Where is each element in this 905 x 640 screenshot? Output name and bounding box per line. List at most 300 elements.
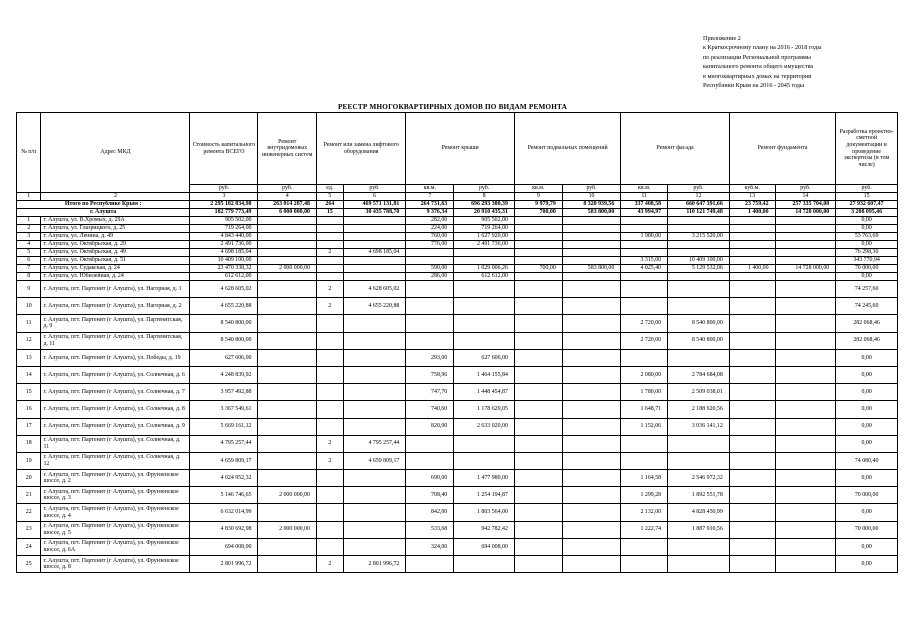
value-cell <box>454 556 515 573</box>
value-cell <box>668 349 730 366</box>
value-cell <box>514 435 562 452</box>
table-row <box>17 257 898 265</box>
value-cell <box>621 273 668 281</box>
header-facade: Ремонт фасада <box>621 113 730 185</box>
value-cell <box>514 315 562 332</box>
value-cell: 2 633 020,00 <box>454 418 515 435</box>
row-number: 2 <box>17 225 41 233</box>
value-cell <box>621 452 668 469</box>
value-cell <box>317 418 344 435</box>
value-cell <box>317 349 344 366</box>
city-row <box>17 209 898 217</box>
value-cell <box>258 504 317 521</box>
value-cell <box>406 452 454 469</box>
value-cell: 3 367 549,61 <box>190 401 258 418</box>
value-cell: 0,00 <box>836 273 898 281</box>
value-cell <box>775 366 836 383</box>
value-cell <box>514 504 562 521</box>
value-cell <box>454 249 515 257</box>
value-cell <box>406 257 454 265</box>
value-cell <box>258 384 317 401</box>
value-cell: 2 080,00 <box>621 366 668 383</box>
value-cell <box>514 487 562 504</box>
row-number: 9 <box>17 281 41 298</box>
value-cell <box>729 366 775 383</box>
value-cell: 1 164,58 <box>621 470 668 487</box>
value-cell <box>562 504 621 521</box>
value-cell <box>343 233 406 241</box>
summary-value: 43 994,97 <box>621 209 668 217</box>
value-cell <box>775 217 836 225</box>
value-cell <box>775 257 836 265</box>
value-cell: 1 400,00 <box>729 265 775 273</box>
value-cell <box>562 273 621 281</box>
value-cell: 1 152,06 <box>621 418 668 435</box>
value-cell <box>258 418 317 435</box>
table-row <box>17 298 898 315</box>
column-number: 10 <box>562 193 621 201</box>
value-cell <box>775 504 836 521</box>
table-row <box>17 217 898 225</box>
row-number: 6 <box>17 257 41 265</box>
row-number: 10 <box>17 298 41 315</box>
value-cell: 700,00 <box>514 265 562 273</box>
summary-value: 264 <box>317 201 344 209</box>
value-cell: 2 000 000,00 <box>258 521 317 538</box>
column-number: 5 <box>317 193 344 201</box>
value-cell <box>729 538 775 555</box>
value-cell <box>514 538 562 555</box>
unit-cell: руб. <box>343 185 406 193</box>
table-row <box>17 366 898 383</box>
appendix-line: по реализации Региональной программы <box>703 53 811 61</box>
row-number: 19 <box>17 452 41 469</box>
value-cell <box>454 257 515 265</box>
value-cell <box>621 225 668 233</box>
value-cell <box>668 538 730 555</box>
value-cell <box>317 225 344 233</box>
value-cell <box>514 452 562 469</box>
summary-value: 469 571 131,81 <box>343 201 406 209</box>
value-cell: 2 <box>317 452 344 469</box>
value-cell: 776,00 <box>406 241 454 249</box>
value-cell <box>258 435 317 452</box>
value-cell: 820,00 <box>406 418 454 435</box>
value-cell <box>317 384 344 401</box>
address-cell: г. Алушта, пгт. Партенит (г Алушта), ул. Партенитская, д. 11 <box>41 332 190 349</box>
value-cell <box>668 225 730 233</box>
table-row <box>17 332 898 349</box>
value-cell: 0,00 <box>836 504 898 521</box>
value-cell <box>729 273 775 281</box>
row-number: 7 <box>17 265 41 273</box>
value-cell <box>406 556 454 573</box>
address-cell: г. Алушта, ул. Ленина, д. 49 <box>41 233 190 241</box>
value-cell: 590,00 <box>406 265 454 273</box>
value-cell <box>775 418 836 435</box>
value-cell <box>729 418 775 435</box>
summary-value: 14 728 000,00 <box>775 209 836 217</box>
value-cell <box>562 521 621 538</box>
value-cell: 1 448 454,87 <box>454 384 515 401</box>
address-cell: г. Алушта, пгт. Партенит (г Алушта), ул. Фрунзенское шоссе, д. 3 <box>41 487 190 504</box>
table-row <box>17 233 898 241</box>
row-number: 20 <box>17 470 41 487</box>
value-cell <box>317 538 344 555</box>
value-cell: 740,60 <box>406 401 454 418</box>
header-elevator: Ремонт или замена лифтового оборудования <box>317 113 406 185</box>
value-cell: 14 728 000,00 <box>775 265 836 273</box>
value-cell: 0,00 <box>836 384 898 401</box>
value-cell <box>562 315 621 332</box>
value-cell <box>621 217 668 225</box>
column-number: 12 <box>668 193 730 201</box>
value-cell <box>514 556 562 573</box>
value-cell <box>562 281 621 298</box>
value-cell: 0,00 <box>836 401 898 418</box>
value-cell <box>729 315 775 332</box>
summary-value: 337 408,58 <box>621 201 668 209</box>
total-row <box>17 201 898 209</box>
value-cell <box>343 332 406 349</box>
address-cell: г. Алушта, пгт. Партенит (г Алушта), ул. Нагорная, д. 1 <box>41 281 190 298</box>
value-cell: 533,68 <box>406 521 454 538</box>
value-cell: 694 008,00 <box>190 538 258 555</box>
value-cell <box>258 349 317 366</box>
address-cell: г. Алушта, пгт. Партенит (г Алушта), ул. Партенитская, д. 9 <box>41 315 190 332</box>
column-number: 2 <box>41 193 190 201</box>
value-cell <box>343 504 406 521</box>
value-cell <box>729 487 775 504</box>
value-cell: 4 659 809,17 <box>190 452 258 469</box>
value-cell <box>775 470 836 487</box>
value-cell: 8 540 800,00 <box>190 332 258 349</box>
row-number: 4 <box>17 241 41 249</box>
value-cell: 1 803 564,00 <box>454 504 515 521</box>
value-cell <box>621 249 668 257</box>
unit-cell: руб. <box>562 185 621 193</box>
value-cell <box>729 298 775 315</box>
value-cell <box>562 298 621 315</box>
row-number: 1 <box>17 217 41 225</box>
value-cell: 758,96 <box>406 366 454 383</box>
value-cell <box>258 538 317 555</box>
table-row <box>17 435 898 452</box>
column-number: 3 <box>190 193 258 201</box>
value-cell <box>343 521 406 538</box>
value-cell: 2 188 920,56 <box>668 401 730 418</box>
value-cell: 4 025,40 <box>621 265 668 273</box>
column-number: 11 <box>621 193 668 201</box>
value-cell <box>406 315 454 332</box>
value-cell <box>775 452 836 469</box>
value-cell <box>343 217 406 225</box>
value-cell <box>317 273 344 281</box>
value-cell <box>729 349 775 366</box>
address-cell: г. Алушта, ул. Глазрицкого, д. 25 <box>41 225 190 233</box>
value-cell: 612 612,00 <box>190 273 258 281</box>
value-cell: 8 540 800,00 <box>668 332 730 349</box>
value-cell <box>729 435 775 452</box>
summary-value: 20 910 435,31 <box>454 209 515 217</box>
value-cell <box>343 349 406 366</box>
value-cell <box>775 435 836 452</box>
value-cell <box>621 281 668 298</box>
value-cell <box>258 241 317 249</box>
column-number: 14 <box>775 193 836 201</box>
table-row <box>17 504 898 521</box>
summary-value: 110 121 749,48 <box>668 209 730 217</box>
value-cell <box>775 401 836 418</box>
value-cell: 2 491 736,00 <box>454 241 515 249</box>
summary-value: 6 000 000,00 <box>258 209 317 217</box>
row-number: 11 <box>17 315 41 332</box>
value-cell <box>775 273 836 281</box>
value-cell <box>514 217 562 225</box>
column-number: 6 <box>343 193 406 201</box>
value-cell <box>514 241 562 249</box>
value-cell <box>258 556 317 573</box>
value-cell: 4 698 185,04 <box>343 249 406 257</box>
appendix-line: Приложение 2 <box>703 35 741 42</box>
value-cell <box>775 281 836 298</box>
value-cell: 5 669 161,12 <box>190 418 258 435</box>
value-cell: 1 780,00 <box>621 384 668 401</box>
value-cell <box>343 225 406 233</box>
row-number: 24 <box>17 538 41 555</box>
value-cell <box>562 225 621 233</box>
table-row <box>17 225 898 233</box>
table-row <box>17 452 898 469</box>
value-cell <box>258 281 317 298</box>
value-cell <box>454 281 515 298</box>
value-cell: 2 <box>317 556 344 573</box>
total-row-label: Итого по Республике Крым : <box>17 201 190 209</box>
value-cell: 1 648,71 <box>621 401 668 418</box>
value-cell <box>258 332 317 349</box>
value-cell: 1 029 006,26 <box>454 265 515 273</box>
row-number: 13 <box>17 349 41 366</box>
unit-cell: руб. <box>190 185 258 193</box>
value-cell <box>562 249 621 257</box>
value-cell <box>258 401 317 418</box>
value-cell: 694 008,00 <box>454 538 515 555</box>
value-cell: 0,00 <box>836 241 898 249</box>
value-cell <box>621 241 668 249</box>
row-number: 17 <box>17 418 41 435</box>
value-cell <box>258 470 317 487</box>
value-cell: 583 800,00 <box>562 265 621 273</box>
column-number: 15 <box>836 193 898 201</box>
summary-value: 257 335 704,08 <box>775 201 836 209</box>
value-cell <box>514 249 562 257</box>
value-cell <box>317 332 344 349</box>
value-cell: 1 980,00 <box>621 233 668 241</box>
value-cell <box>775 521 836 538</box>
value-cell <box>729 452 775 469</box>
header-basement: Ремонт подвальных помещений <box>514 113 620 185</box>
value-cell <box>562 384 621 401</box>
value-cell <box>729 556 775 573</box>
value-cell: 708,40 <box>406 487 454 504</box>
table-row <box>17 384 898 401</box>
value-cell: 612 612,00 <box>454 273 515 281</box>
value-cell <box>343 384 406 401</box>
value-cell <box>317 233 344 241</box>
unit-cell: руб. <box>258 185 317 193</box>
table-row <box>17 249 898 257</box>
row-number: 15 <box>17 384 41 401</box>
address-cell: г. Алушта, пгт. Партенит (г Алушта), ул. Солнечная, д. 6 <box>41 366 190 383</box>
unit-cell: кв.м. <box>406 185 454 193</box>
value-cell: 2 801 996,72 <box>343 556 406 573</box>
value-cell <box>562 538 621 555</box>
table-row <box>17 401 898 418</box>
value-cell <box>258 315 317 332</box>
value-cell <box>317 470 344 487</box>
value-cell <box>729 217 775 225</box>
value-cell: 747,70 <box>406 384 454 401</box>
value-cell <box>562 349 621 366</box>
value-cell <box>775 233 836 241</box>
value-cell <box>562 418 621 435</box>
summary-value: 583 800,00 <box>562 209 621 217</box>
value-cell <box>343 538 406 555</box>
value-cell <box>258 217 317 225</box>
column-number: 9 <box>514 193 562 201</box>
row-number: 5 <box>17 249 41 257</box>
value-cell: 2 132,00 <box>621 504 668 521</box>
value-cell <box>514 332 562 349</box>
table-row <box>17 521 898 538</box>
summary-value: 15 <box>317 209 344 217</box>
value-cell <box>343 487 406 504</box>
value-cell <box>668 217 730 225</box>
address-cell: г. Алушта, ул. Октябрьская, д. 51 <box>41 257 190 265</box>
value-cell <box>562 556 621 573</box>
column-number: 8 <box>454 193 515 201</box>
value-cell <box>258 249 317 257</box>
value-cell <box>258 452 317 469</box>
city-row-label: г. Алушта <box>17 209 190 217</box>
value-cell <box>317 265 344 273</box>
row-number: 14 <box>17 366 41 383</box>
value-cell <box>258 233 317 241</box>
value-cell <box>562 366 621 383</box>
value-cell: 1 477 980,00 <box>454 470 515 487</box>
value-cell: 4 655 220,88 <box>190 298 258 315</box>
value-cell <box>562 233 621 241</box>
value-cell: 1 222,74 <box>621 521 668 538</box>
row-number: 22 <box>17 504 41 521</box>
summary-value: 1 400,00 <box>729 209 775 217</box>
address-cell: г. Алушта, пгт. Партенит (г Алушта), ул. Нагорная, д. 2 <box>41 298 190 315</box>
value-cell: 4 795 257,44 <box>343 435 406 452</box>
value-cell <box>406 249 454 257</box>
address-cell: г. Алушта, пгт. Партенит (г Алушта), ул. Солнечная, д. 11 <box>41 435 190 452</box>
header-foundation: Ремонт фундамента <box>729 113 835 185</box>
value-cell <box>562 241 621 249</box>
value-cell: 286,00 <box>406 273 454 281</box>
value-cell: 1 892 551,78 <box>668 487 730 504</box>
value-cell: 4 628 605,02 <box>190 281 258 298</box>
value-cell <box>562 257 621 265</box>
value-cell: 53 763,69 <box>836 233 898 241</box>
value-cell <box>514 384 562 401</box>
value-cell: 719 264,00 <box>190 225 258 233</box>
value-cell: 0,00 <box>836 470 898 487</box>
value-cell: 942 782,42 <box>454 521 515 538</box>
value-cell <box>562 401 621 418</box>
value-cell <box>668 435 730 452</box>
summary-value: 660 647 391,66 <box>668 201 730 209</box>
address-cell: г. Алушта, пгт. Партенит (г Алушта), ул. Солнечная, д. 7 <box>41 384 190 401</box>
appendix-line: в многоквартирных домах на территории <box>703 72 812 80</box>
address-cell: г. Алушта, пгт. Партенит (г Алушта), ул. Победы, д. 19 <box>41 349 190 366</box>
address-cell: г. Алушта, ул. В.Хромых, д. 29А <box>41 217 190 225</box>
value-cell: 719 264,00 <box>454 225 515 233</box>
value-cell: 2 <box>317 281 344 298</box>
appendix-note <box>703 34 899 90</box>
value-cell: 3 215 520,00 <box>668 233 730 241</box>
document-title: РЕЕСТР МНОГОКВАРТИРНЫХ ДОМОВ ПО ВИДАМ РЕМОНТА <box>337 103 568 111</box>
value-cell <box>514 257 562 265</box>
appendix-line: к Краткосрочному плану на 2016 - 2018 годы <box>703 44 822 52</box>
value-cell <box>729 504 775 521</box>
value-cell: 2 546 972,32 <box>668 470 730 487</box>
value-cell: 3 315,00 <box>621 257 668 265</box>
unit-cell: ед. <box>317 185 344 193</box>
address-cell: г. Алушта, пгт. Партенит (г Алушта), ул. Фрунзенское шоссе, д. 4 <box>41 504 190 521</box>
summary-value: 696 293 380,39 <box>454 201 515 209</box>
table-row <box>17 273 898 281</box>
value-cell: 8 540 800,00 <box>190 315 258 332</box>
value-cell: 6 632 014,99 <box>190 504 258 521</box>
address-cell: г. Алушта, ул. Судакская, д. 24 <box>41 265 190 273</box>
value-cell: 0,00 <box>836 349 898 366</box>
value-cell: 905 502,00 <box>454 217 515 225</box>
summary-value: 27 932 607,47 <box>836 201 898 209</box>
value-cell <box>514 273 562 281</box>
value-cell <box>562 487 621 504</box>
value-cell <box>562 470 621 487</box>
value-cell <box>729 241 775 249</box>
address-cell: г. Алушта, пгт. Партенит (г Алушта), ул. Фрунзенское шоссе, д. 2 <box>41 470 190 487</box>
summary-value: 8 320 939,56 <box>562 201 621 209</box>
value-cell <box>621 349 668 366</box>
value-cell: 74 245,60 <box>836 298 898 315</box>
value-cell <box>729 401 775 418</box>
value-cell <box>775 249 836 257</box>
summary-value: 30 435 788,70 <box>343 209 406 217</box>
value-cell: 1 178 629,05 <box>454 401 515 418</box>
column-numbers-row <box>17 193 898 201</box>
value-cell <box>668 273 730 281</box>
value-cell <box>729 281 775 298</box>
value-cell: 1 887 910,56 <box>668 521 730 538</box>
value-cell <box>317 241 344 249</box>
value-cell <box>317 257 344 265</box>
address-cell: г. Алушта, пгт. Партенит (г Алушта), ул. Солнечная, д. 9 <box>41 418 190 435</box>
column-number: 7 <box>406 193 454 201</box>
address-cell: г. Алушта, ул. Октябрьская, д. 49 <box>41 249 190 257</box>
value-cell: 2 720,00 <box>621 332 668 349</box>
header-address: Адрес МКД <box>41 113 190 193</box>
value-cell: 10 409 100,00 <box>668 257 730 265</box>
address-cell: г. Алушта, ул. Юбилейная, д. 24 <box>41 273 190 281</box>
summary-value: 700,00 <box>514 209 562 217</box>
row-number: 21 <box>17 487 41 504</box>
